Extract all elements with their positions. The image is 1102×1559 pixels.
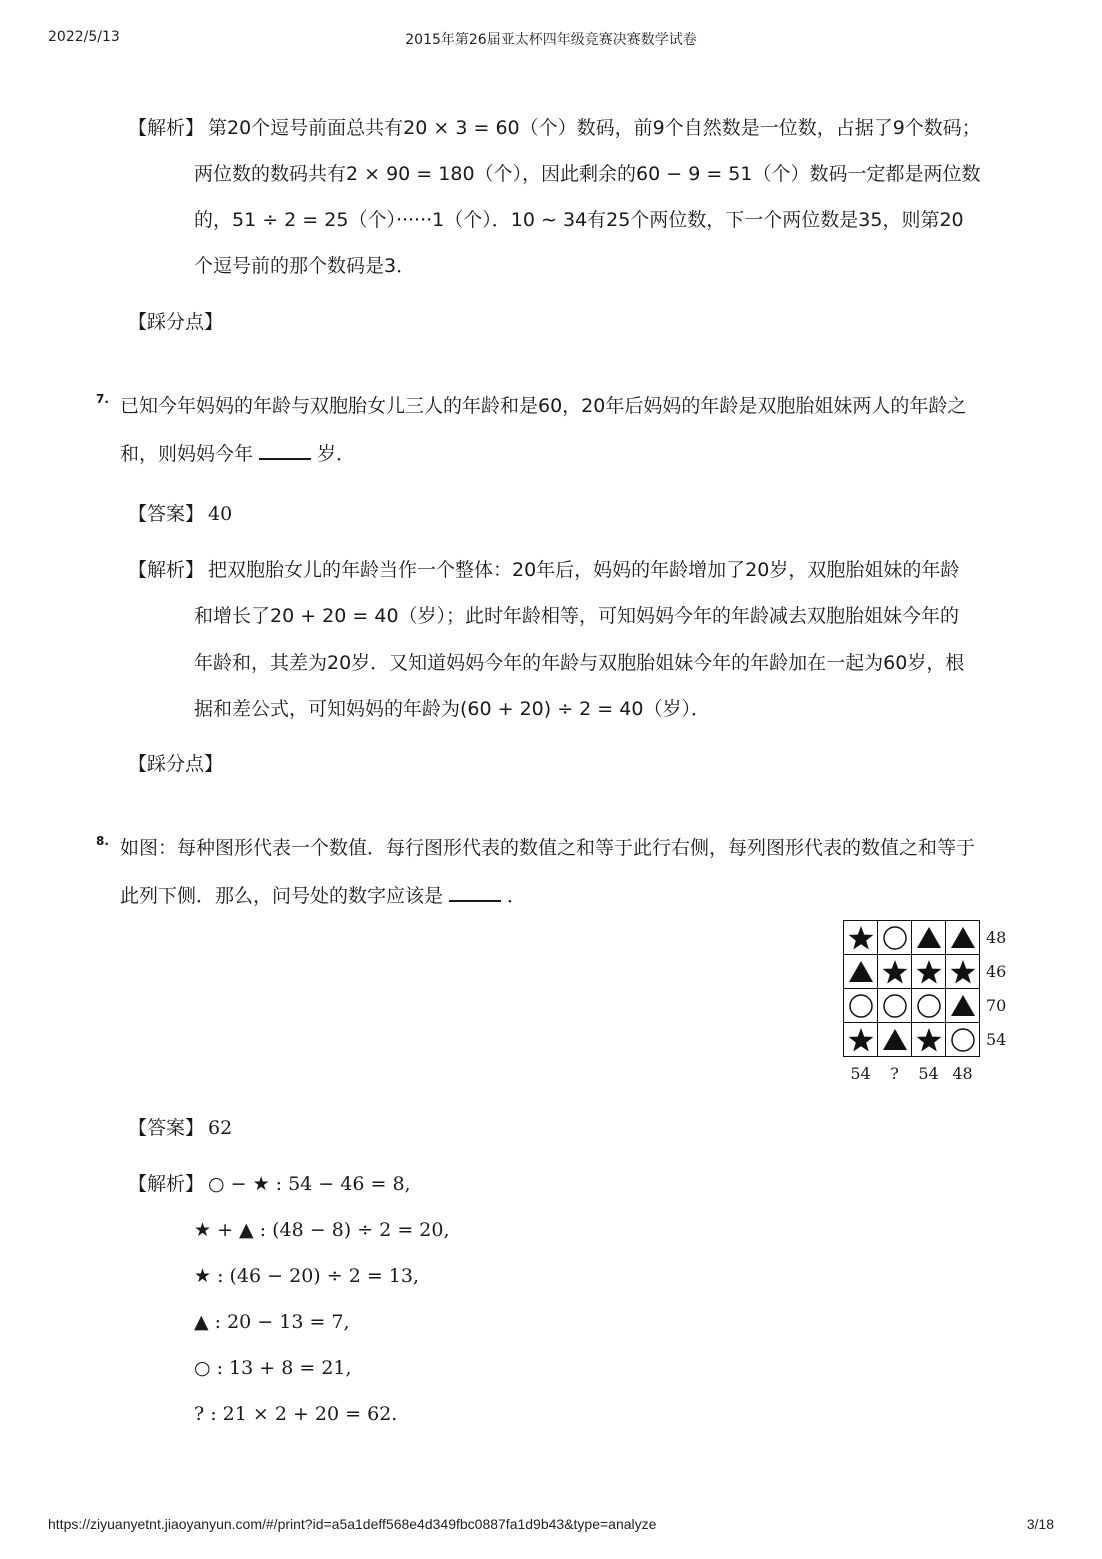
q7-answer-label: 【答案】 <box>128 503 205 525</box>
grid-cell <box>946 955 980 989</box>
q8-stem-text-b: ． <box>507 885 527 907</box>
row-sum: 54 <box>986 1030 1007 1049</box>
grid-cell <box>844 1023 878 1057</box>
row-sum: 46 <box>986 962 1007 981</box>
shape-grid-table <box>843 920 1020 1089</box>
q7-stem-text-b: 岁． <box>317 443 356 465</box>
q8-analysis-line-1: ○ − ★ : 54 − 46 = 8, <box>208 1173 411 1195</box>
star-icon <box>916 959 942 985</box>
grid-cell <box>878 1023 912 1057</box>
q7-points-label: 【踩分点】 <box>128 753 224 775</box>
q7-analysis-line-2: 和增长了20 + 20 = 40（岁）；此时年龄相等，可知妈妈今年的年龄减去双胞胎姐妹今年的 <box>194 605 960 627</box>
triangle-icon <box>950 925 976 951</box>
q8-analysis-label: 【解析】 <box>128 1173 205 1195</box>
q8-answer-value: 62 <box>208 1117 233 1139</box>
grid-cell <box>912 1023 946 1057</box>
q8-answer-blank <box>449 882 501 902</box>
header-date: 2022/5/13 <box>48 29 120 45</box>
q7-analysis-label: 【解析】 <box>128 559 205 581</box>
grid-cell <box>946 921 980 955</box>
triangle-icon <box>848 959 874 985</box>
grid-cell <box>946 989 980 1023</box>
shape-grid-figure <box>843 920 1020 1089</box>
q7-answer-blank <box>259 440 311 460</box>
circle-icon <box>950 1027 976 1053</box>
q7-analysis-line-3: 年龄和，其差为20岁．又知道妈妈今年的年龄与双胞胎姐妹今年的年龄加在一起为60岁，根 <box>194 652 965 674</box>
footer-page-number: 3/18 <box>1026 1516 1054 1532</box>
triangle-icon <box>950 993 976 1019</box>
column-sum: 54 <box>918 1063 939 1083</box>
grid-cell <box>912 955 946 989</box>
q8-analysis-line-4: ▲ : 20 − 13 = 7, <box>194 1311 350 1333</box>
grid-row <box>844 955 1020 989</box>
circle-icon <box>916 993 942 1019</box>
row-sum: 70 <box>986 996 1007 1015</box>
row-sum: 48 <box>986 928 1007 947</box>
q7-analysis-line-4: 据和差公式，可知妈妈的年龄为(60 + 20) ÷ 2 = 40（岁）． <box>194 698 710 720</box>
grid-cell <box>878 955 912 989</box>
q8-analysis-line-5: ○ : 13 + 8 = 21, <box>194 1357 352 1379</box>
star-icon <box>916 1027 942 1053</box>
grid-row <box>844 921 1020 955</box>
triangle-icon <box>916 925 942 951</box>
q6-analysis-line-3: 的，51 ÷ 2 = 25（个）······1（个）．10 ∼ 34有25个两位数，下一个两位数是35，则第20 <box>194 209 964 231</box>
circle-icon <box>882 925 908 951</box>
grid-cell <box>946 1023 980 1057</box>
q8-number: 8. <box>96 834 109 848</box>
star-icon <box>950 959 976 985</box>
grid-corner <box>980 1057 1020 1090</box>
q7-number: 7. <box>96 392 109 406</box>
triangle-icon <box>882 1027 908 1053</box>
q7-stem-line-1: 已知今年妈妈的年龄与双胞胎女儿三人的年龄和是60，20年后妈妈的年龄是双胞胎姐妹两人的年龄之 <box>120 395 967 417</box>
grid-cell <box>912 921 946 955</box>
grid-cell <box>844 955 878 989</box>
q8-stem-line-2 <box>120 882 526 908</box>
q6-points-label: 【踩分点】 <box>128 311 224 333</box>
grid-row <box>844 989 1020 1023</box>
column-sum: 54 <box>850 1063 871 1083</box>
footer-url: https://ziyuanyetnt.jiaoyanyun.com/#/print?id=a5a1deff568e4d349fbc0887fa1d9b43&type=analyze <box>48 1516 657 1532</box>
grid-cell <box>878 989 912 1023</box>
star-icon <box>882 959 908 985</box>
grid-cell <box>912 989 946 1023</box>
q7-stem-line-2 <box>120 440 355 466</box>
grid-cell <box>844 921 878 955</box>
q6-analysis-line-1: 第20个逗号前面总共有20 × 3 = 60（个）数码，前9个自然数是一位数，占据了9个数码； <box>208 117 981 139</box>
circle-icon <box>882 993 908 1019</box>
q8-stem-line-1: 如图：每种图形代表一个数值．每行图形代表的数值之和等于此行右侧，每列图形代表的数值之和等于 <box>120 837 976 859</box>
q6-analysis-line-2: 两位数的数码共有2 × 90 = 180（个），因此剩余的60 − 9 = 51（个）数码一定都是两位数 <box>194 163 981 185</box>
column-sums-row <box>844 1057 1020 1090</box>
q6-analysis-line-4: 个逗号前的那个数码是3． <box>194 255 416 277</box>
grid-cell <box>878 921 912 955</box>
header-title: 2015年第26届亚太杯四年级竞赛决赛数学试卷 <box>405 32 697 48</box>
column-sum: ? <box>890 1063 899 1083</box>
q8-analysis-line-2: ★ + ▲ : (48 − 8) ÷ 2 = 20, <box>194 1219 450 1241</box>
column-sum: 48 <box>952 1063 973 1083</box>
circle-icon <box>848 993 874 1019</box>
q8-analysis-line-6: ? : 21 × 2 + 20 = 62. <box>194 1403 398 1425</box>
grid-row <box>844 1023 1020 1057</box>
q8-stem-text-a: 此列下侧．那么，问号处的数字应该是 <box>120 885 444 907</box>
q8-analysis-line-3: ★ : (46 − 20) ÷ 2 = 13, <box>194 1265 419 1287</box>
grid-cell <box>844 989 878 1023</box>
q8-answer-label: 【答案】 <box>128 1117 205 1139</box>
q7-stem-text-a: 和，则妈妈今年 <box>120 443 254 465</box>
star-icon <box>848 925 874 951</box>
q7-analysis-line-1: 把双胞胎女儿的年龄当作一个整体：20年后，妈妈的年龄增加了20岁，双胞胎姐妹的年龄 <box>208 559 960 581</box>
q6-analysis-label: 【解析】 <box>128 117 205 139</box>
star-icon <box>848 1027 874 1053</box>
q7-answer-value: 40 <box>208 503 233 525</box>
